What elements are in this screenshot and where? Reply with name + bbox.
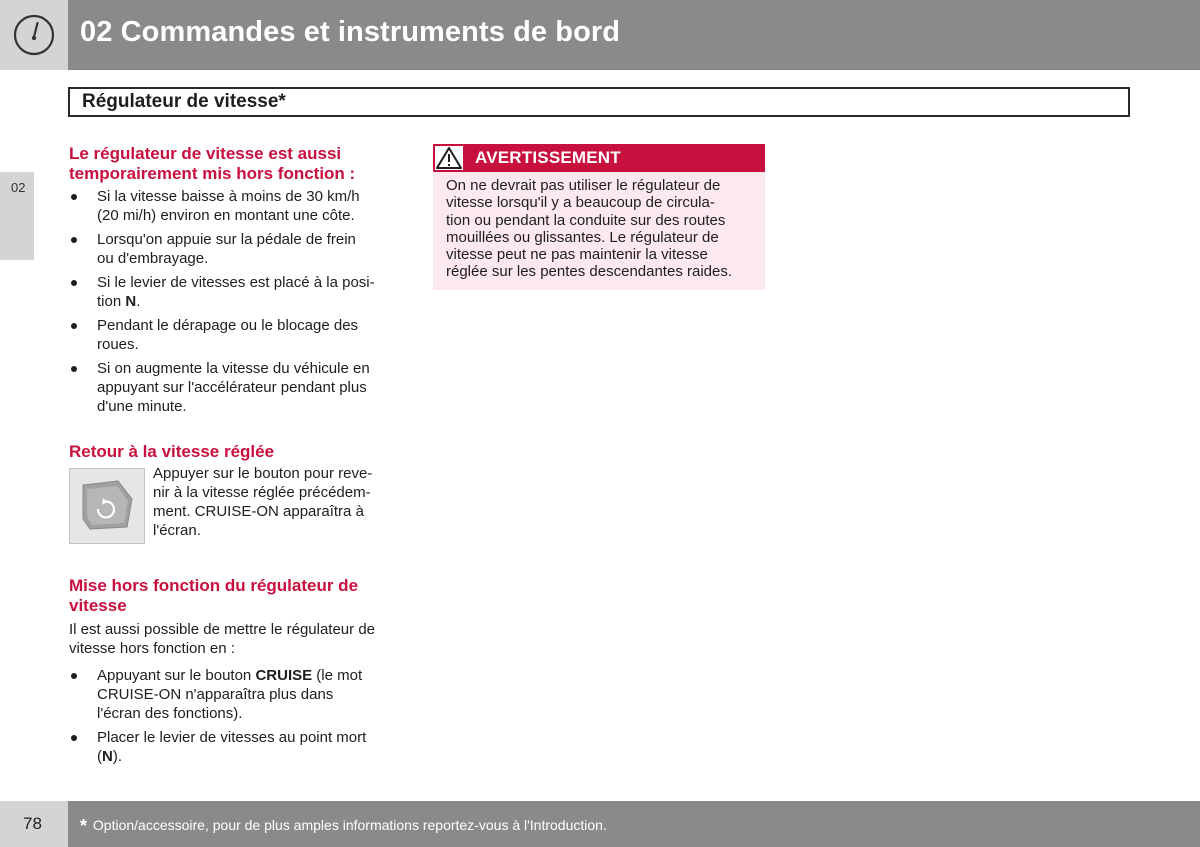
footer-note-text: Option/accessoire, pour de plus amples informations reportez-vous à l'Introduction. — [92, 817, 607, 833]
chapter-side-tab-label: 02 — [11, 180, 26, 195]
temp-off-heading — [69, 144, 404, 184]
disable-heading-line1: Mise hors fonction du régulateur de — [69, 576, 359, 595]
footer-page-box — [0, 801, 68, 847]
bullet-icon — [71, 280, 77, 286]
temp-off-heading-line1: Le régulateur de vitesse est aussi — [69, 144, 342, 163]
resume-text: Appuyer sur le bouton pour reve- nir à la vitesse réglée précédem- ment. CRUISE-ON apparaîtra à l'écran. — [153, 465, 373, 539]
list-item: Lorsqu'on appuie sur la pédale de frein ou d'embrayage. — [69, 230, 404, 268]
page-number: 78 — [23, 814, 42, 833]
bullet-icon — [71, 323, 77, 329]
warning-box — [433, 144, 765, 290]
list-item: Appuyant sur le bouton CRUISE (le mot CRUISE-ON n'apparaîtra plus dans l'écran des fonctions). — [69, 666, 404, 723]
list-item: Placer le levier de vitesses au point mort (N). — [69, 728, 404, 766]
resume-row — [69, 465, 404, 548]
chapter-icon-box — [0, 0, 68, 70]
list-item: Si on augmente la vitesse du véhicule en appuyant sur l'accélérateur pendant plus d'une minute. — [69, 359, 404, 416]
temp-off-list — [69, 187, 404, 416]
chapter-header — [68, 0, 1200, 70]
temp-off-heading-line2: temporairement mis hors fonction : — [69, 164, 356, 183]
chapter-side-tab — [0, 172, 34, 260]
warning-title: AVERTISSEMENT — [475, 148, 621, 167]
chapter-title: 02 Commandes et instruments de bord — [80, 16, 621, 48]
section-title-box — [68, 87, 1130, 117]
list-item: Si le levier de vitesses est placé à la posi- tion N. — [69, 273, 404, 311]
warning-header — [433, 144, 765, 172]
section-title: Régulateur de vitesse* — [82, 91, 286, 112]
footer-bar — [68, 801, 1200, 847]
footer-note — [80, 816, 607, 837]
list-item: Si la vitesse baisse à moins de 30 km/h (20 mi/h) environ en montant une côte. — [69, 187, 404, 225]
bullet-icon — [71, 735, 77, 741]
speedometer-icon — [0, 0, 68, 70]
disable-list — [69, 666, 404, 766]
warning-text: On ne devrait pas utiliser le régulateur de vitesse lorsqu'il y a beaucoup de circula- tion ou pendant la conduite sur des routes mouillées ou glissantes. Le régulateur de vitesse peut ne pas maintenir la vitesse réglée sur les pentes descendantes raides. — [446, 177, 733, 281]
main-column — [69, 144, 404, 771]
bullet-icon — [71, 237, 77, 243]
resume-button-icon — [69, 468, 145, 544]
resume-heading: Retour à la vitesse réglée — [69, 442, 275, 461]
bullet-icon — [71, 194, 77, 200]
disable-heading-line2: vitesse — [69, 596, 127, 615]
bullet-icon — [71, 366, 77, 372]
disable-intro: Il est aussi possible de mettre le régulateur de vitesse hors fonction en : — [69, 621, 375, 657]
warning-icon-box — [435, 146, 463, 170]
warning-triangle-icon — [435, 146, 463, 170]
disable-heading — [69, 576, 404, 616]
bullet-icon — [71, 673, 77, 679]
list-item: Pendant le dérapage ou le blocage des roues. — [69, 316, 404, 354]
footnote-star: * — [80, 816, 88, 836]
